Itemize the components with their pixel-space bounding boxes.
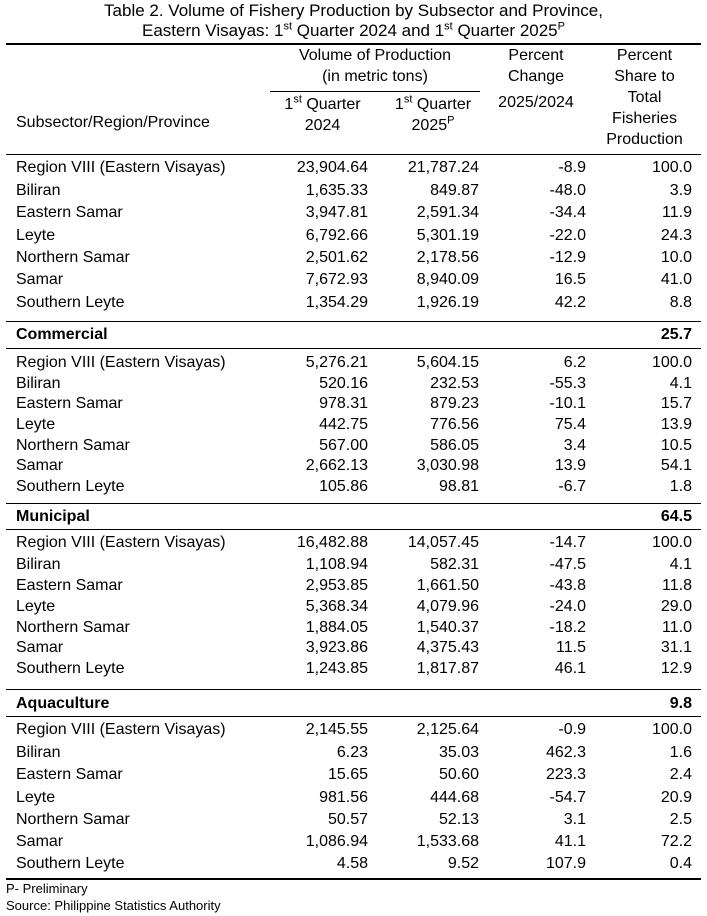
row-share: 72.2: [660, 833, 692, 850]
col-header-volume-line1: Volume of Production: [298, 47, 452, 64]
table-bottom-rule: [6, 878, 701, 880]
row-name: Biliran: [16, 744, 61, 761]
col-header-volume-line2: (in metric tons): [322, 68, 428, 85]
row-share: 13.9: [660, 416, 692, 433]
q2024-word: Quarter: [301, 96, 361, 113]
row-share: 24.3: [660, 227, 692, 244]
table-row: [0, 576, 707, 598]
row-q2025: 3,030.98: [416, 457, 479, 474]
row-name: Eastern Samar: [16, 577, 123, 594]
row-share: 8.8: [669, 294, 692, 311]
table-row: [0, 810, 707, 832]
row-share: 2.5: [669, 811, 692, 828]
row-q2025: 50.60: [438, 766, 479, 783]
share-header-line3: Total: [627, 89, 662, 106]
row-q2024: 1,108.94: [305, 556, 368, 573]
section-name: Municipal: [16, 508, 90, 525]
row-q2025: 582.31: [430, 556, 479, 573]
table-title-line2: [0, 21, 707, 40]
pct-header-line2: Change: [507, 68, 565, 85]
row-share: 20.9: [660, 789, 692, 806]
table-row: [0, 597, 707, 619]
share-header-line4: Fisheries: [612, 110, 677, 127]
table-row: [0, 181, 707, 203]
row-q2025: 4,079.96: [416, 598, 479, 615]
row-share: 4.1: [669, 556, 692, 573]
row-pct: -47.5: [549, 556, 586, 573]
row-name: Eastern Samar: [16, 395, 123, 412]
row-q2024: 3,923.86: [305, 639, 368, 656]
row-name: Eastern Samar: [16, 204, 123, 221]
table-row: [0, 293, 707, 315]
row-share: 100.0: [651, 721, 692, 738]
table-row: [0, 415, 707, 437]
table-row: [0, 203, 707, 225]
table-row: [0, 618, 707, 640]
row-q2024: 5,368.34: [305, 598, 368, 615]
row-q2024: 978.31: [319, 395, 368, 412]
row-q2025: 2,178.56: [416, 249, 479, 266]
q2024-num: 1: [284, 96, 294, 113]
row-name: Leyte: [16, 789, 56, 806]
row-share: 29.0: [660, 598, 692, 615]
table-row: [0, 248, 707, 270]
row-share: 1.6: [669, 744, 692, 761]
section-share: 25.7: [660, 326, 692, 343]
table-row: [0, 743, 707, 765]
row-share: 100.0: [651, 159, 692, 176]
row-pct: 462.3: [545, 744, 586, 761]
table-row: [0, 226, 707, 248]
table-row: [0, 854, 707, 876]
row-name: Samar: [16, 833, 64, 850]
row-q2025: 2,125.64: [416, 721, 479, 738]
row-q2024: 23,904.64: [296, 159, 368, 176]
table-title-line1: Table 2. Volume of Fishery Production by Subsector and Province,: [104, 1, 603, 20]
table-row: [0, 533, 707, 555]
row-q2024: 520.16: [319, 375, 368, 392]
row-q2024: 6,792.66: [305, 227, 368, 244]
row-share: 10.0: [660, 249, 692, 266]
row-q2024: 15.65: [327, 766, 368, 783]
row-name: Biliran: [16, 182, 61, 199]
row-q2024: 2,501.62: [305, 249, 368, 266]
row-q2025: 8,940.09: [416, 271, 479, 288]
q2025-num: 1: [394, 96, 404, 113]
table-row: [0, 436, 707, 458]
section-rule: [6, 689, 701, 690]
row-name: Northern Samar: [16, 811, 130, 828]
row-q2025: 98.81: [438, 478, 479, 495]
row-pct: -8.9: [558, 159, 586, 176]
section-rule: [6, 503, 701, 504]
row-pct: 42.2: [554, 294, 586, 311]
row-q2024: 1,086.94: [305, 833, 368, 850]
row-share: 10.5: [660, 437, 692, 454]
row-q2025: 444.68: [430, 789, 479, 806]
section-rule: [6, 348, 701, 349]
row-q2024: 1,635.33: [305, 182, 368, 199]
pct-header-line1: Percent: [508, 47, 564, 64]
row-pct: -18.2: [549, 619, 586, 636]
footnote-source: Source: Philippine Statistics Authority: [6, 898, 221, 913]
table-row: [0, 720, 707, 742]
row-q2025: 21,787.24: [407, 159, 479, 176]
row-q2024: 16,482.88: [296, 534, 368, 551]
row-pct: 46.1: [554, 660, 586, 677]
row-q2025: 35.03: [438, 744, 479, 761]
row-pct: -24.0: [549, 598, 586, 615]
q2024-year: 2024: [304, 117, 341, 134]
row-name: Northern Samar: [16, 619, 130, 636]
row-pct: -43.8: [549, 577, 586, 594]
row-q2024: 3,947.81: [305, 204, 368, 221]
table-row: [0, 638, 707, 660]
row-q2025: 1,817.87: [416, 660, 479, 677]
row-q2025: 849.87: [430, 182, 479, 199]
row-pct: -34.4: [549, 204, 586, 221]
row-name: Samar: [16, 639, 64, 656]
title-sup: st: [283, 20, 292, 33]
footnote-preliminary: P- Preliminary: [6, 881, 88, 896]
row-name: Leyte: [16, 598, 56, 615]
row-share: 3.9: [669, 182, 692, 199]
row-q2024: 2,662.13: [305, 457, 368, 474]
row-share: 1.8: [669, 478, 692, 495]
section-share: 64.5: [660, 508, 692, 525]
row-q2024: 105.86: [319, 478, 368, 495]
row-name: Biliran: [16, 556, 61, 573]
row-q2024: 6.23: [336, 744, 368, 761]
table-row: [0, 456, 707, 478]
row-share: 54.1: [660, 457, 692, 474]
col-header-percent-share: [592, 45, 697, 150]
row-q2024: 4.58: [336, 855, 368, 872]
q2025-year: 2025: [411, 117, 448, 134]
row-pct: 6.2: [563, 354, 586, 371]
table-row: [0, 555, 707, 577]
row-pct: 3.4: [563, 437, 586, 454]
row-pct: 223.3: [545, 766, 586, 783]
row-pct: -22.0: [549, 227, 586, 244]
row-name: Samar: [16, 271, 64, 288]
row-name: Northern Samar: [16, 437, 130, 454]
table-row: [0, 832, 707, 854]
row-q2024: 1,354.29: [305, 294, 368, 311]
row-name: Region VIII (Eastern Visayas): [16, 534, 226, 551]
row-q2025: 5,604.15: [416, 354, 479, 371]
col-header-q2024: [270, 94, 375, 136]
row-name: Northern Samar: [16, 249, 130, 266]
row-pct: 107.9: [545, 855, 586, 872]
section-rule: [6, 321, 701, 322]
row-q2025: 9.52: [447, 855, 479, 872]
row-q2024: 50.57: [327, 811, 368, 828]
row-q2025: 5,301.19: [416, 227, 479, 244]
table-row: [0, 477, 707, 499]
row-q2025: 232.53: [430, 375, 479, 392]
row-name: Region VIII (Eastern Visayas): [16, 354, 226, 371]
row-pct: -0.9: [558, 721, 586, 738]
row-pct: 13.9: [554, 457, 586, 474]
row-q2024: 5,276.21: [305, 354, 368, 371]
row-name: Biliran: [16, 375, 61, 392]
row-share: 11.0: [662, 619, 692, 636]
row-q2025: 1,661.50: [416, 577, 479, 594]
col-header-percent-change: [486, 45, 586, 113]
row-share: 100.0: [651, 534, 692, 551]
row-q2025: 1,533.68: [416, 833, 479, 850]
row-pct: -14.7: [549, 534, 586, 551]
title-sup: st: [444, 20, 453, 33]
row-share: 11.9: [662, 204, 692, 221]
table-row: [0, 788, 707, 810]
row-q2025: 2,591.34: [416, 204, 479, 221]
row-q2024: 7,672.93: [305, 271, 368, 288]
section-name: Aquaculture: [16, 695, 110, 712]
row-q2024: 1,884.05: [305, 619, 368, 636]
row-share: 12.9: [660, 660, 692, 677]
col-header-subsector: Subsector/Region/Province: [16, 114, 210, 131]
title-sup: P: [557, 20, 565, 33]
row-name: Southern Leyte: [16, 478, 125, 495]
section-name: Commercial: [16, 326, 108, 343]
q2025-sup: st: [403, 93, 413, 106]
row-share: 41.0: [660, 271, 692, 288]
table-row: [0, 765, 707, 787]
row-pct: -10.1: [549, 395, 586, 412]
row-q2025: 14,057.45: [407, 534, 479, 551]
row-pct: -55.3: [549, 375, 586, 392]
row-name: Region VIII (Eastern Visayas): [16, 159, 226, 176]
row-share: 100.0: [651, 354, 692, 371]
section-share: 9.8: [669, 695, 692, 712]
row-pct: 41.1: [554, 833, 586, 850]
header-bottom-rule: [6, 154, 701, 155]
volume-sub-rule: [270, 91, 480, 92]
row-pct: -6.7: [558, 478, 586, 495]
section-rule: [6, 529, 701, 530]
row-name: Samar: [16, 457, 64, 474]
share-header-line5: Production: [606, 131, 683, 148]
row-q2025: 879.23: [430, 395, 479, 412]
row-share: 4.1: [669, 375, 692, 392]
row-pct: 75.4: [554, 416, 586, 433]
pct-header-line3: 2025/2024: [498, 94, 574, 111]
table-row: [0, 270, 707, 292]
title-text: Quarter 2025: [452, 21, 558, 40]
row-pct: -12.9: [549, 249, 586, 266]
table-row: [0, 158, 707, 180]
row-q2025: 1,926.19: [416, 294, 479, 311]
row-name: Leyte: [16, 416, 56, 433]
row-pct: 16.5: [554, 271, 586, 288]
row-share: 31.1: [660, 639, 692, 656]
row-q2024: 2,953.85: [305, 577, 368, 594]
share-header-line2: Share to: [614, 68, 675, 85]
row-q2025: 1,540.37: [416, 619, 479, 636]
row-q2024: 2,145.55: [305, 721, 368, 738]
row-q2025: 776.56: [430, 416, 479, 433]
row-name: Southern Leyte: [16, 660, 125, 677]
row-q2024: 981.56: [319, 789, 368, 806]
row-q2025: 586.05: [430, 437, 479, 454]
title-text: Quarter 2024 and 1: [292, 21, 445, 40]
row-q2025: 4,375.43: [416, 639, 479, 656]
row-name: Southern Leyte: [16, 294, 125, 311]
row-pct: -48.0: [549, 182, 586, 199]
row-pct: 3.1: [563, 811, 586, 828]
section-rule: [6, 716, 701, 717]
q2025-word: Quarter: [412, 96, 472, 113]
row-pct: 11.5: [556, 639, 586, 656]
row-name: Region VIII (Eastern Visayas): [16, 721, 226, 738]
row-pct: -54.7: [549, 789, 586, 806]
row-q2024: 442.75: [319, 416, 368, 433]
table-row: [0, 374, 707, 396]
share-header-line1: Percent: [616, 47, 673, 64]
row-name: Southern Leyte: [16, 855, 125, 872]
title-text: Eastern Visayas: 1: [142, 21, 284, 40]
table-row: [0, 353, 707, 375]
q2024-sup: st: [293, 93, 302, 106]
row-q2024: 567.00: [319, 437, 368, 454]
table-row: [0, 394, 707, 416]
row-q2025: 52.13: [438, 811, 479, 828]
col-header-q2025: [378, 94, 488, 136]
q2025-sup-p: P: [447, 114, 455, 127]
row-name: Leyte: [16, 227, 56, 244]
table-row: [0, 659, 707, 681]
row-q2024: 1,243.85: [305, 660, 368, 677]
row-share: 11.8: [662, 577, 692, 594]
row-share: 0.4: [669, 855, 692, 872]
row-name: Eastern Samar: [16, 766, 123, 783]
row-share: 15.7: [660, 395, 692, 412]
row-share: 2.4: [669, 766, 692, 783]
col-header-volume: [270, 45, 480, 87]
